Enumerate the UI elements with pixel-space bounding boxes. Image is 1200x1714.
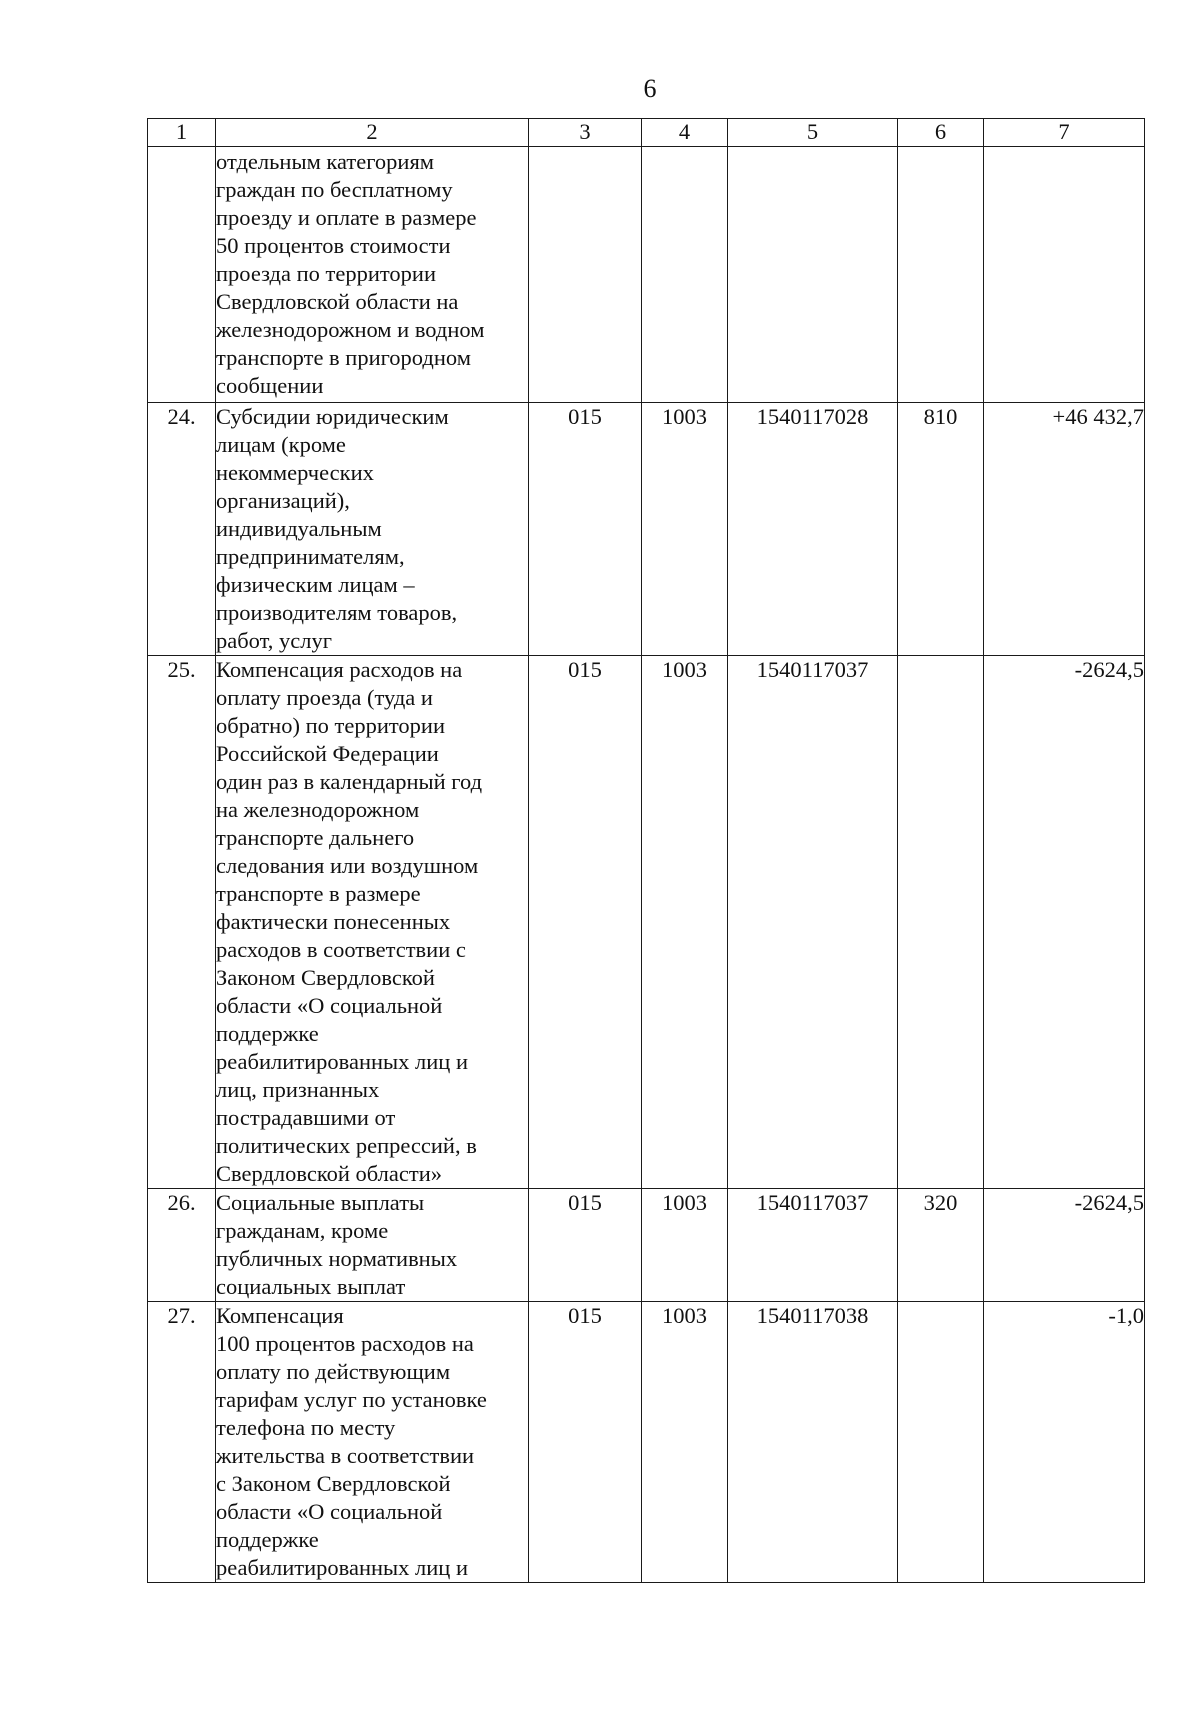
row-amount: +46 432,7 (984, 403, 1145, 656)
column-header-5: 5 (728, 119, 898, 147)
table-row (148, 403, 1145, 656)
row-expense-type: 320 (898, 1189, 984, 1302)
row-name: Компенсация 100 процентов расходов на оплату по действующим тарифам услуг по установке телефона по месту жительства в соответствии с Законом Свердловской области «О социальной поддержке реабилитированных лиц и (216, 1302, 529, 1583)
row-number: 26. (148, 1189, 216, 1302)
row-name: Социальные выплаты гражданам, кроме публичных нормативных социальных выплат (216, 1189, 529, 1302)
column-header-3: 3 (529, 119, 642, 147)
row-target-code: 1540117037 (728, 1189, 898, 1302)
row-amount: -2624,5 (984, 656, 1145, 1189)
row-number: 24. (148, 403, 216, 656)
row-expense-type (898, 656, 984, 1189)
row-target-code: 1540117037 (728, 656, 898, 1189)
column-header-4: 4 (642, 119, 728, 147)
table-row (148, 1189, 1145, 1302)
row-section-code: 1003 (642, 1302, 728, 1583)
row-section-code: 1003 (642, 656, 728, 1189)
row-target-code (728, 147, 898, 403)
row-expense-type (898, 147, 984, 403)
row-name: Субсидии юридическим лицам (кроме некоммерческих организаций), индивидуальным предпринимателям, физическим лицам – производителям товаров, работ, услуг (216, 403, 529, 656)
row-amount (984, 147, 1145, 403)
column-header-6: 6 (898, 119, 984, 147)
row-target-code: 1540117028 (728, 403, 898, 656)
row-section-code: 1003 (642, 403, 728, 656)
row-name: отдельным категориям граждан по бесплатному проезду и оплате в размере 50 процентов стоимости проезда по территории Свердловской области на железнодорожном и водном транспорте в пригородном сообщении (216, 147, 529, 403)
row-name: Компенсация расходов на оплату проезда (туда и обратно) по территории Российской Федерации один раз в календарный год на железнодорожном транспорте дальнего следования или воздушном транспорте в размере фактически понесенных расходов в соответствии с Законом Свердловской области «О социальной поддержке реабилитированных лиц и лиц, признанных пострадавшими от политических репрессий, в Свердловской области» (216, 656, 529, 1189)
row-expense-type (898, 1302, 984, 1583)
row-expense-type: 810 (898, 403, 984, 656)
row-amount: -1,0 (984, 1302, 1145, 1583)
column-number-row (148, 119, 1145, 147)
table-row (148, 147, 1145, 403)
row-section-code (642, 147, 728, 403)
table-row (148, 656, 1145, 1189)
row-admin-code (529, 147, 642, 403)
page-number: 6 (643, 74, 657, 103)
budget-table (147, 118, 1145, 1583)
row-target-code: 1540117038 (728, 1302, 898, 1583)
column-header-2: 2 (216, 119, 529, 147)
row-admin-code: 015 (529, 1189, 642, 1302)
column-header-1: 1 (148, 119, 216, 147)
row-number: 25. (148, 656, 216, 1189)
row-admin-code: 015 (529, 403, 642, 656)
row-admin-code: 015 (529, 1302, 642, 1583)
column-header-7: 7 (984, 119, 1145, 147)
row-amount: -2624,5 (984, 1189, 1145, 1302)
row-number: 27. (148, 1302, 216, 1583)
row-admin-code: 015 (529, 656, 642, 1189)
table-row (148, 1302, 1145, 1583)
row-number (148, 147, 216, 403)
row-section-code: 1003 (642, 1189, 728, 1302)
